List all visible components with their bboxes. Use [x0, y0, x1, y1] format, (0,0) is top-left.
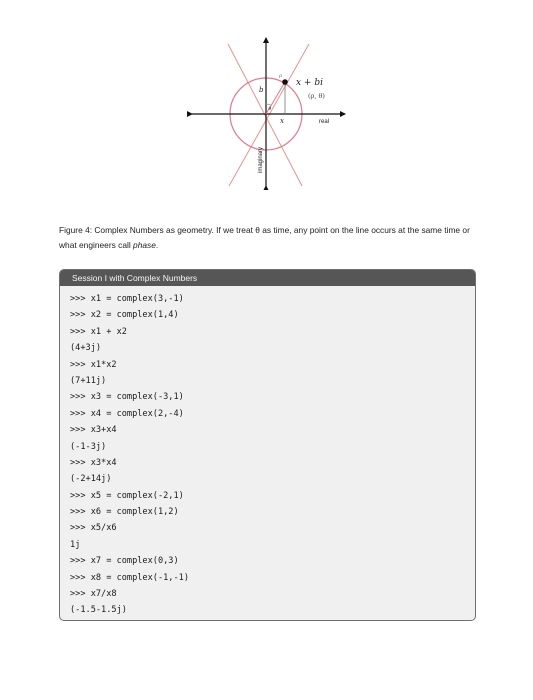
complex-point	[282, 79, 288, 85]
code-line: >>> x4 = complex(2,-4)	[70, 408, 184, 419]
caption-text: Figure 4: Complex Numbers as geometry. If we treat θ as time, any point on the line occurs at the same time or what engineers call	[59, 225, 470, 250]
caption-emphasis: phase	[133, 240, 156, 250]
complex-plane-figure	[180, 30, 360, 190]
label-rho: ρ	[279, 73, 282, 79]
code-line: >>> x8 = complex(-1,-1)	[70, 572, 189, 583]
code-line: >>> x5 = complex(-2,1)	[70, 490, 184, 501]
label-x: x	[280, 117, 284, 125]
code-line: (-1.5-1.5j)	[70, 605, 127, 616]
code-line: >>> x3 = complex(-3,1)	[70, 392, 184, 403]
phase-line-2	[229, 44, 309, 186]
label-b: b	[259, 86, 264, 94]
code-line: 1j	[70, 539, 81, 550]
code-line: >>> x6 = complex(1,2)	[70, 507, 179, 518]
code-line: >>> x2 = complex(1,4)	[70, 310, 179, 321]
session-title: Session I with Complex Numbers	[60, 270, 475, 286]
code-listing	[60, 286, 475, 619]
code-line: >>> x1 + x2	[70, 326, 127, 337]
code-line: >>> x1 = complex(3,-1)	[70, 294, 184, 304]
caption-end: .	[155, 240, 159, 250]
code-line: (-1-3j)	[70, 441, 107, 452]
code-line: (7+11j)	[70, 375, 107, 386]
label-real: real	[319, 119, 330, 125]
code-line: >>> x3+x4	[70, 425, 117, 436]
label-expression: x + bi	[296, 78, 323, 88]
code-line: >>> x7/x8	[70, 589, 117, 600]
code-line: >>> x7 = complex(0,3)	[70, 556, 179, 567]
phase-line-1	[228, 44, 302, 186]
code-line: >>> x1*x2	[70, 359, 117, 370]
code-line: (-2+14j)	[70, 474, 112, 485]
code-line: >>> x3*x4	[70, 457, 117, 468]
figure-caption	[59, 223, 479, 253]
theta-arc	[266, 104, 272, 106]
complex-plane-diagram	[180, 30, 360, 190]
code-session-box	[59, 269, 476, 621]
label-imaginary: imaginary	[258, 146, 264, 173]
label-theta: θ	[268, 107, 272, 112]
code-line: >>> x5/x6	[70, 523, 117, 534]
code-line: (4+3j)	[70, 343, 102, 354]
label-polar: (ρ, θ)	[308, 92, 325, 100]
